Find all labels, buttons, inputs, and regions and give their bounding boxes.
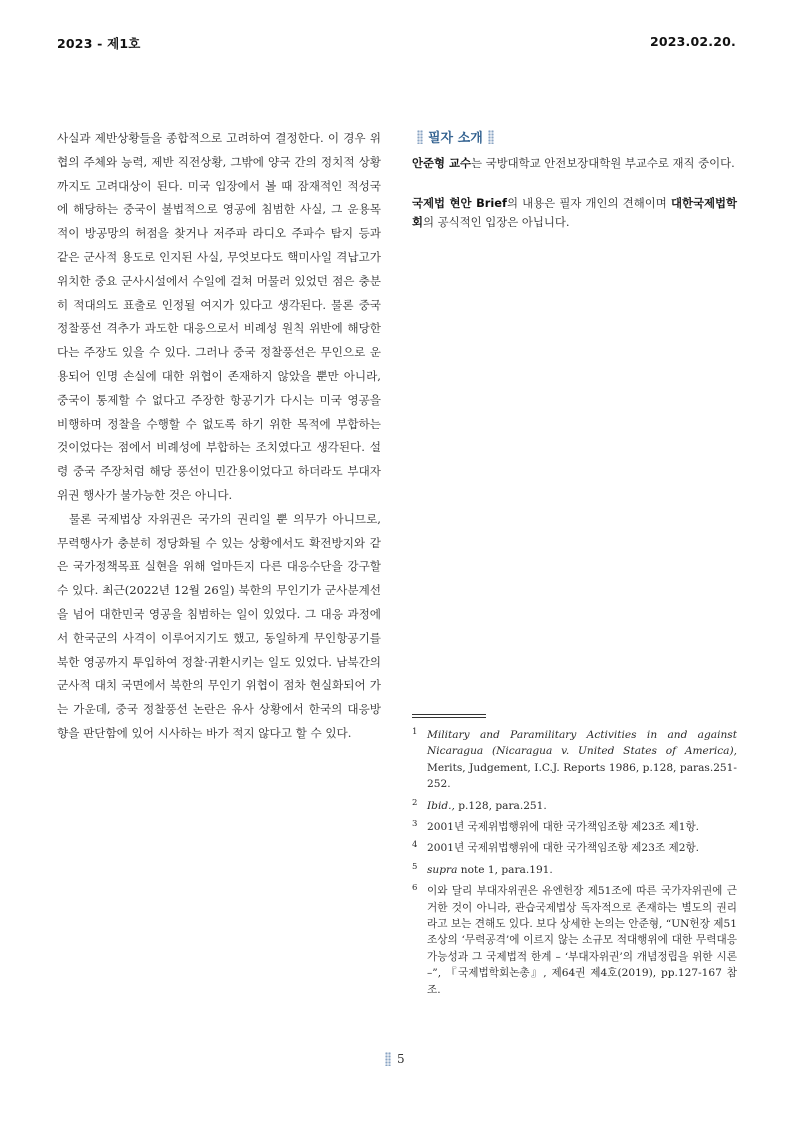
footnote-number: 1 bbox=[412, 727, 418, 737]
footnote-number: 3 bbox=[412, 819, 418, 830]
dotted-marker-icon bbox=[385, 1052, 391, 1066]
footnote-text: 이와 달리 부대자위권은 유엔헌장 제51조에 따른 국가자위권에 근거한 것이 아니라, 관습국제법상 독자적으로 존재하는 별도의 권리라고 보는 견해도 있다. 보다 상세한 논의는 안준형, “UN헌장 제51조상의 ‘무력공격’에 이르지 않는 소규모 적대행위에 대한 무력대응 가능성과 그 국제법적 한계 – ‘부대자위권’의 개념정립을 위한 시론 –”, 『국제법학회논총』, 제64권 제4호(2019), pp.127-167 참조. bbox=[427, 885, 737, 996]
dotted-marker-icon bbox=[488, 130, 494, 144]
footnote-italic: Military and Paramilitary Activities in and against Nicaragua (Nicaragua v. United States of America), bbox=[427, 729, 737, 758]
footnote-italic: supra bbox=[427, 863, 458, 876]
author-box bbox=[412, 127, 737, 232]
footnote-text: Merits, Judgement, I.C.J. Reports 1986, p.128, paras.251-252. bbox=[427, 761, 737, 791]
body-paragraph-1: 사실과 제반상황들을 종합적으로 고려하여 결정한다. 이 경우 위협의 주체와 능력, 제반 직전상황, 그밖에 양국 간의 정치적 상황까지도 고려대상이 된다. 미국 입장에서 볼 때 잠재적인 적성국에 해당하는 중국이 불법적으로 영공에 침범한 사실, 그 운용목적이 방공망의 허점을 찾거나 저주파 라디오 주파수 탐지 등과 같은 군사적 용도로 인지된 사실, 무엇보다도 핵미사일 격납고가 위치한 중요 군사시설에서 수일에 걸쳐 머물러 있었던 점은 충분히 적대의도 표출로 인정될 여지가 있다고 생각된다. 물론 중국 정찰풍선 격추가 과도한 대응으로서 비례성 원칙 위반에 해당한다는 주장도 있을 수 있다. 그러나 중국 정찰풍선은 무인으로 운용되어 인명 손실에 대한 위협이 존재하지 않았을 뿐만 아니라, 중국이 통제할 수 없다고 주장한 항공기가 다시는 미국 영공을 비행하며 정찰을 수행할 수 없도록 하기 위한 목적에 부합하는 것이었다는 점에서 비례성에 부합하는 조치였다고 생각된다. 설령 중국 주장처럼 해당 풍선이 민간용이었다고 하더라도 부대자위권 행사가 불가능한 것은 아니다. bbox=[57, 131, 381, 502]
page-number bbox=[385, 1052, 405, 1066]
society-name: 대한국제법학회 bbox=[412, 196, 737, 229]
footnote-rule bbox=[412, 714, 486, 715]
footnote-text: note 1, para.191. bbox=[457, 863, 553, 876]
dotted-marker-icon bbox=[417, 130, 423, 144]
author-name: 안준형 교수 bbox=[412, 156, 471, 170]
footnote bbox=[412, 883, 737, 998]
footnote-rule bbox=[412, 717, 486, 718]
footnote bbox=[412, 862, 737, 878]
footnote-number: 4 bbox=[412, 840, 418, 851]
footnote-number: 6 bbox=[412, 883, 418, 894]
footnote-text: 2001년 국제위법행위에 대한 국가책임조항 제23조 제1항. bbox=[427, 821, 700, 834]
footnote bbox=[412, 840, 737, 856]
brief-name: 국제법 현안 Brief bbox=[412, 196, 507, 210]
author-box-title bbox=[412, 127, 737, 146]
footnote-text: p.128, para.251. bbox=[454, 799, 547, 812]
page-number-text: 5 bbox=[397, 1052, 405, 1066]
author-box-title-text: 필자 소개 bbox=[428, 131, 483, 146]
footnote bbox=[412, 727, 737, 793]
header-issue: 2023 - 제1호 bbox=[57, 36, 141, 51]
disclaimer bbox=[412, 194, 737, 232]
footnote-number: 5 bbox=[412, 861, 418, 872]
header-date: 2023.02.20. bbox=[649, 34, 736, 49]
author-bio bbox=[412, 154, 737, 173]
footnotes bbox=[412, 727, 737, 1003]
author-desc: 는 국방대학교 안전보장대학원 부교수로 재직 중이다. bbox=[470, 156, 735, 170]
footnote-italic: Ibid., bbox=[427, 799, 455, 812]
disclaimer-mid: 의 내용은 필자 개인의 견해이며 bbox=[506, 196, 671, 210]
footnote-text: 2001년 국제위법행위에 대한 국가책임조항 제23조 제2항. bbox=[427, 842, 700, 855]
footnote bbox=[412, 798, 737, 814]
body-paragraph-2: 물론 국제법상 자위권은 국가의 권리일 뿐 의무가 아니므로, 무력행사가 충분히 정당화될 수 있는 상황에서도 확전방지와 같은 국가정책목표 실현을 위해 얼마든지 다른 대응수단을 강구할 수 있다. 최근(2022년 12월 26일) 북한의 무인기가 군사분계선을 넘어 대한민국 영공을 침범하는 일이 있었다. 그 대응 과정에서 한국군의 사격이 이루어지기도 했고, 동일하게 무인항공기를 북한 영공까지 투입하여 정찰·귀환시키는 일도 있었다. 남북간의 군사적 대치 국면에서 북한의 무인기 위협이 점차 현실화되어 가는 가운데, 중국 정찰풍선 논란은 유사 상황에서 한국의 대응방향을 판단함에 있어 시사하는 바가 적지 않다고 할 수 있다. bbox=[57, 511, 381, 740]
body-column bbox=[57, 127, 381, 746]
footnote bbox=[412, 819, 737, 835]
disclaimer-end: 의 공식적인 입장은 아닙니다. bbox=[423, 215, 570, 229]
footnote-number: 2 bbox=[412, 797, 418, 808]
